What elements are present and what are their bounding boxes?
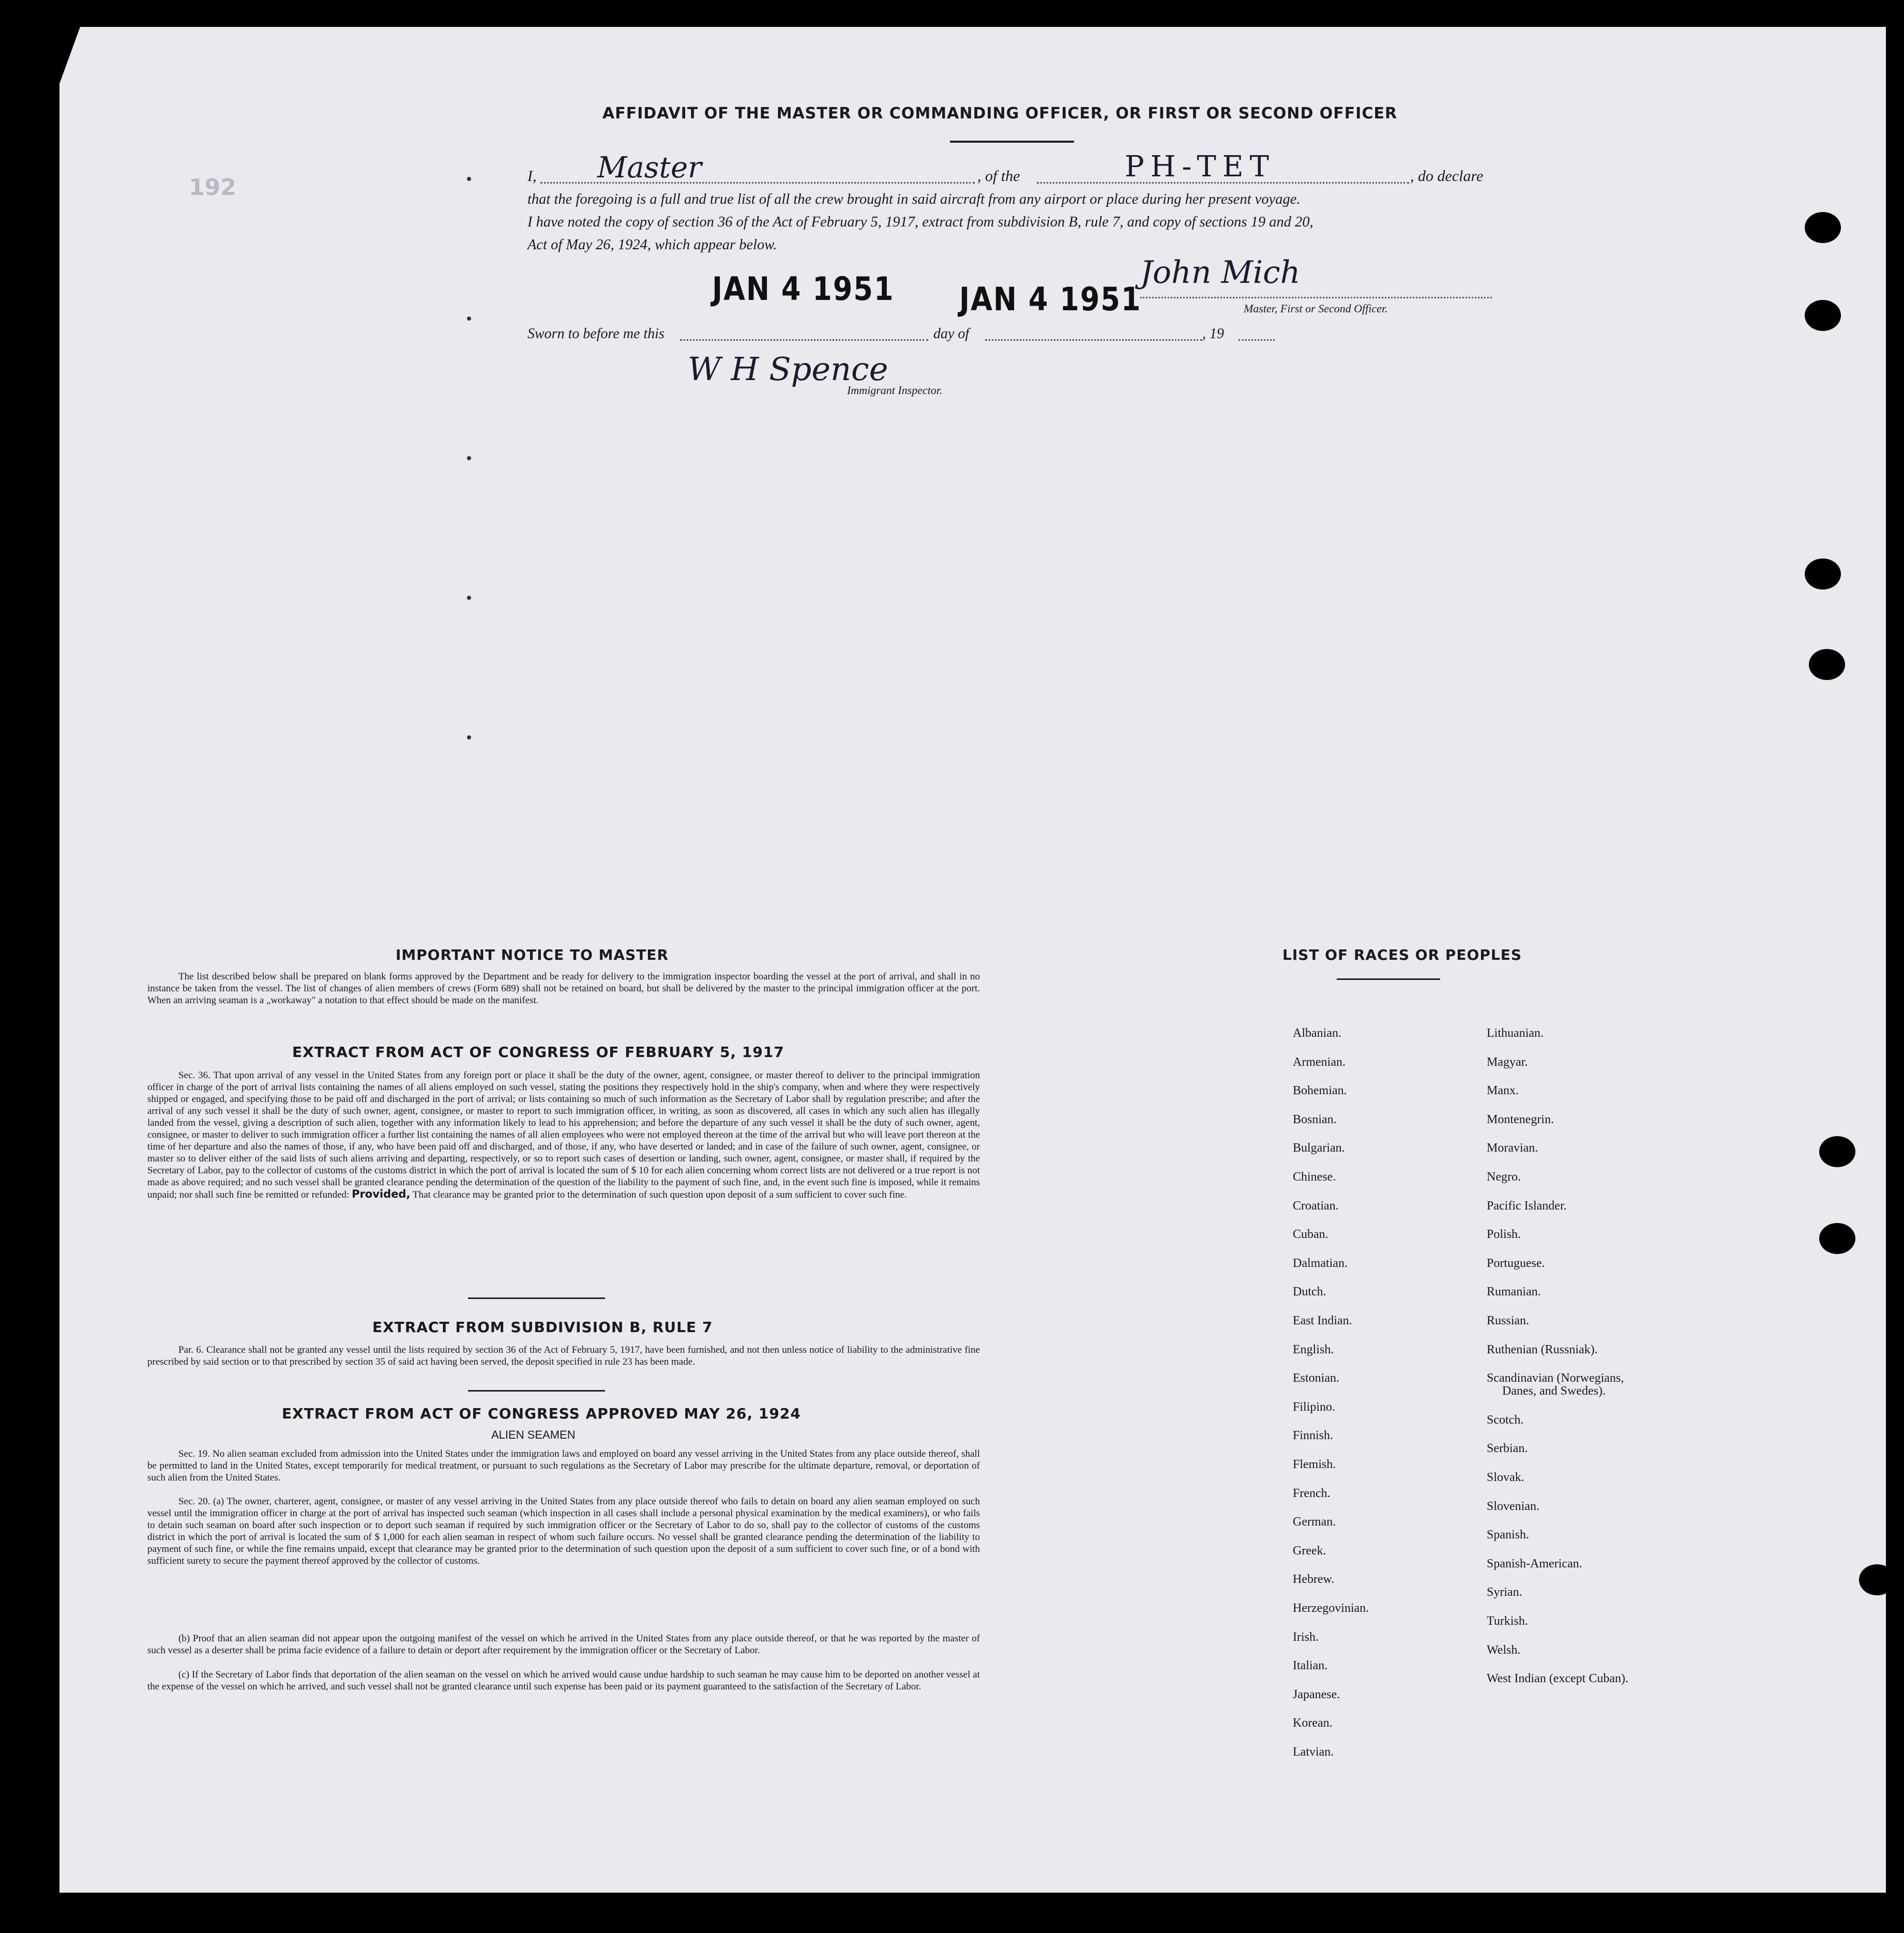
alien-seamen-subtitle: ALIEN SEAMEN xyxy=(491,1428,576,1441)
title-rule xyxy=(950,141,1074,143)
race-item: Chinese. xyxy=(1293,1170,1336,1184)
affidavit-line-2: that the foregoing is a full and true list of all the crew brought in said aircraft from any airport or place during her present voyage. xyxy=(527,191,1301,207)
affidavit-of-the: , of the xyxy=(977,168,1020,185)
extract-1917-text-a: Sec. 36. That upon arrival of any vessel in the United States from any foreign port or place it shall be the duty of the owner, agent, consignee, or master thereof to deliver to the principal immigration officer in charge of the port of arrival lists containing the names of all aliens employed on such vessel, stating the positions they respectively hold in the ship's company, when and where they were respectively shipped or engaged, and specifying those to be paid off and discharged in the port of arrival; or lists containing so much of such information as the Secretary of Labor shall by regulation prescribe; and after the arrival of any such vessel it shall be the duty of such owner, agent, consignee, or master to report to such immigration officer, in writing, as soon as discovered, all cases in which any such alien has illegally landed from the vessel, giving a description of such alien, together with any information likely to lead to his apprehension; and before the departure of any such vessel it shall be the duty of such owner, agent, consignee, or master to deliver to such immigration officer a further list containing the names of all alien employees who were not employed thereon at the time of the arrival but who will leave port thereon at the time of her departure and also the names of those, if any, who have been paid off and discharged, and of those, if any, who have deserted or landed; and in case of the failure of such owner, agent, consignee, or master so to deliver either of the said lists of such aliens arriving and departing, respectively, or so to report such cases of desertion or landing, such owner, agent, consignee, or master shall, if required by the Secretary of Labor, pay to the collector of customs of the customs district in which the port of arrival is located the sum of $ 10 for each alien concerning whom correct lists are not delivered or a true report is not made as above required; and no such vessel shall be granted clearance pending the determination of the question of the liability to the payment of such fine, and, in the event such fine is imposed, while it remains unpaid; nor shall such fine be remitted or refunded: xyxy=(147,1070,980,1200)
race-item: Croatian. xyxy=(1293,1199,1339,1213)
race-item: Italian. xyxy=(1293,1659,1328,1673)
race-item: Flemish. xyxy=(1293,1458,1336,1471)
race-item: Turkish. xyxy=(1487,1614,1528,1628)
aircraft-registration-handwriting: PH-TET xyxy=(1125,150,1276,184)
subdivision-text: Par. 6. Clearance shall not be granted any vessel until the lists required by section 36 of the Act of February 5, 1917, have been furnished, and not then unless notice of liability to the administrative fine prescribed by said section or to that prescribed by section 35 of said act having been served, the deposit specified in rule 23 has been made. xyxy=(147,1345,980,1367)
document-page xyxy=(59,27,1886,1893)
master-signature: John Mich xyxy=(1140,254,1301,291)
race-item: Rumanian. xyxy=(1487,1285,1541,1299)
date-stamp-1: JAN 4 1951 xyxy=(712,270,895,308)
race-item: Filipino. xyxy=(1293,1400,1336,1414)
extract-1917-title: EXTRACT FROM ACT OF CONGRESS OF FEBRUARY 5, 1917 xyxy=(292,1044,784,1061)
race-item: Greek. xyxy=(1293,1544,1326,1558)
notice-title: IMPORTANT NOTICE TO MASTER xyxy=(396,946,669,963)
race-item: West Indian (except Cuban). xyxy=(1487,1672,1628,1686)
punch-hole xyxy=(1819,1223,1855,1254)
race-item: English. xyxy=(1293,1342,1334,1356)
year-prefix: , 19 xyxy=(1202,326,1224,342)
rule-2 xyxy=(468,1390,605,1392)
race-item: Bulgarian. xyxy=(1293,1141,1345,1155)
provided-label: Provided, xyxy=(352,1188,411,1200)
torn-corner xyxy=(59,27,80,84)
master-label: Master, First or Second Officer. xyxy=(1244,302,1388,315)
inspector-label: Immigrant Inspector. xyxy=(847,384,943,397)
subdivision-title: EXTRACT FROM SUBDIVISION B, RULE 7 xyxy=(372,1319,713,1336)
race-item: Scandinavian (Norwegians, xyxy=(1487,1371,1624,1385)
race-item: Spanish-American. xyxy=(1487,1557,1582,1570)
race-item: Albanian. xyxy=(1293,1026,1341,1040)
extract-1917-text xyxy=(147,1069,980,1201)
affidavit-line-4: Act of May 26, 1924, which appear below. xyxy=(527,237,777,253)
sworn-day-line xyxy=(680,339,928,341)
race-item: Portuguese. xyxy=(1487,1256,1545,1270)
signature-line xyxy=(1140,297,1492,298)
race-item: Slovenian. xyxy=(1487,1499,1539,1513)
affidavit-line-3: I have noted the copy of section 36 of the Act of February 5, 1917, extract from subdivision B, rule 7, and copy of sections 19 and 20, xyxy=(527,214,1313,230)
punch-hole xyxy=(1809,649,1845,680)
extract-1924-title: EXTRACT FROM ACT OF CONGRESS APPROVED MAY 26, 1924 xyxy=(282,1405,801,1422)
race-item: Polish. xyxy=(1487,1228,1521,1242)
margin-dot xyxy=(467,596,471,600)
punch-hole xyxy=(1805,300,1841,331)
sec-19-text: Sec. 19. No alien seaman excluded from admission into the United States under the immigration laws and employed on board any vessel arriving in the United States from any place outside thereof, shall be permitted to land in the United States, except temporarily for medical treatment, or pursuant to such regulations as the Secretary of Labor may prescribe for the ultimate departure, removal, or deportation of such alien from the United States. xyxy=(147,1448,980,1483)
punch-hole xyxy=(1819,1136,1855,1167)
race-item: Welsh. xyxy=(1487,1643,1521,1657)
notice-text: The list described below shall be prepared on blank forms approved by the Department and be ready for delivery to the immigration inspector boarding the vessel at the port of arrival, and shall in no instance be taken from the vessel. The list of changes of alien members of crews (Form 689) shall not be retained on board, but shall be delivered by the master to the principal immigration officer at the port. When an arriving seaman is a „workaway" a notation to that effect should be made on the manifest. xyxy=(147,971,980,1006)
race-item: Irish. xyxy=(1293,1630,1319,1644)
race-item: Scotch. xyxy=(1487,1413,1524,1427)
races-rule xyxy=(1337,978,1440,980)
margin-dot xyxy=(467,316,471,321)
race-item: East Indian. xyxy=(1293,1314,1352,1327)
affidavit-title: AFFIDAVIT OF THE MASTER OR COMMANDING OFFICER, OR FIRST OR SECOND OFFICER xyxy=(602,104,1398,123)
sec-20b-text: (b) Proof that an alien seaman did not appear upon the outgoing manifest of the vessel on which he arrived in the United States from any place outside thereof, or that he was reported by the master of such vessel as a deserter shall be prima facie evidence of a failure to detain or deport after requirement by the immigration officer or the Secretary of Labor. xyxy=(147,1633,980,1656)
sec-20a-text: Sec. 20. (a) The owner, charterer, agent, consignee, or master of any vessel arriving in the United States from any place outside thereof who fails to detain on board any alien seaman employed on such vessel until the immigration officer in charge at the port of arrival has inspected such seaman (which inspection in all cases shall include a personal physical examination by the medical examiners), or who fails to detain such seaman on board after such inspection or to deport such seaman if required by such immigration officer or the Secretary of Labor to do so, shall pay to the collector of customs of the customs district in which the port of arrival is located the sum of $ 1,000 for each alien seaman in respect of whom such failure occurs. No vessel shall be granted clearance pending the determination of the liability to payment of such fine, or while the fine remains unpaid, except that clearance may be granted prior to the determination of such question upon the deposit of a sum sufficient to cover such fine, or of a bond with sufficient surety to secure the payment thereof approved by the collector of customs. xyxy=(147,1496,980,1566)
race-item: Syrian. xyxy=(1487,1585,1522,1599)
sec-20c-text: (c) If the Secretary of Labor finds that deportation of the alien seaman on the vessel on which he arrived would cause undue hardship to such seaman he may cause him to be deported on another vessel at the expense of the vessel on which he arrived, and such vessel shall not be granted clearance until such expense has been paid or its payment guaranteed to the satisfaction of the Secretary of Labor. xyxy=(147,1669,980,1692)
race-item: Danes, and Swedes). xyxy=(1502,1384,1606,1398)
race-item: Hebrew. xyxy=(1293,1573,1335,1587)
race-item: Armenian. xyxy=(1293,1055,1346,1069)
race-item: Russian. xyxy=(1487,1314,1530,1327)
race-item: Ruthenian (Russniak). xyxy=(1487,1342,1598,1356)
affidavit-do-declare: , do declare xyxy=(1410,168,1484,185)
race-item: Estonian. xyxy=(1293,1371,1339,1385)
race-item: Bosnian. xyxy=(1293,1112,1337,1126)
day-of-label: day of xyxy=(933,326,970,342)
race-item: Montenegrin. xyxy=(1487,1112,1554,1126)
race-item: Magyar. xyxy=(1487,1055,1528,1069)
margin-dot xyxy=(467,456,471,460)
race-item: Latvian. xyxy=(1293,1745,1334,1759)
page-number: 192 xyxy=(189,174,236,201)
race-item: Finnish. xyxy=(1293,1429,1334,1443)
race-item: Herzegovinian. xyxy=(1293,1602,1369,1615)
rule-1 xyxy=(468,1297,605,1299)
inspector-signature: W H Spence xyxy=(688,350,888,388)
year-line xyxy=(1238,339,1275,341)
race-item: Bohemian. xyxy=(1293,1084,1347,1098)
races-title: LIST OF RACES OR PEOPLES xyxy=(1282,946,1522,963)
race-item: Manx. xyxy=(1487,1084,1519,1098)
sworn-month-line xyxy=(985,339,1202,341)
race-item: Japanese. xyxy=(1293,1687,1340,1701)
race-item: Serbian. xyxy=(1487,1442,1528,1456)
punch-hole xyxy=(1805,212,1841,243)
master-name-handwriting: Master xyxy=(597,151,702,185)
race-item: Cuban. xyxy=(1293,1228,1328,1242)
race-item: German. xyxy=(1293,1515,1336,1529)
race-item: French. xyxy=(1293,1486,1331,1500)
extract-1917-text-b: That clearance may be granted prior to the determination of such question upon deposit of a sum sufficient to cover such fine. xyxy=(412,1189,907,1200)
race-item: Dalmatian. xyxy=(1293,1256,1348,1270)
affidavit-i-label: I, xyxy=(527,168,537,185)
punch-hole xyxy=(1805,558,1841,590)
race-item: Korean. xyxy=(1293,1716,1333,1730)
race-item: Spanish. xyxy=(1487,1528,1530,1542)
punch-hole xyxy=(1859,1564,1895,1595)
race-item: Lithuanian. xyxy=(1487,1026,1544,1040)
race-item: Negro. xyxy=(1487,1170,1521,1184)
sworn-label: Sworn to before me this xyxy=(527,326,664,342)
date-stamp-2: JAN 4 1951 xyxy=(959,280,1142,318)
race-item: Dutch. xyxy=(1293,1285,1326,1299)
race-item: Slovak. xyxy=(1487,1471,1524,1485)
margin-dot xyxy=(467,177,471,181)
race-item: Moravian. xyxy=(1487,1141,1538,1155)
race-item: Pacific Islander. xyxy=(1487,1199,1567,1213)
margin-dot xyxy=(467,735,471,739)
